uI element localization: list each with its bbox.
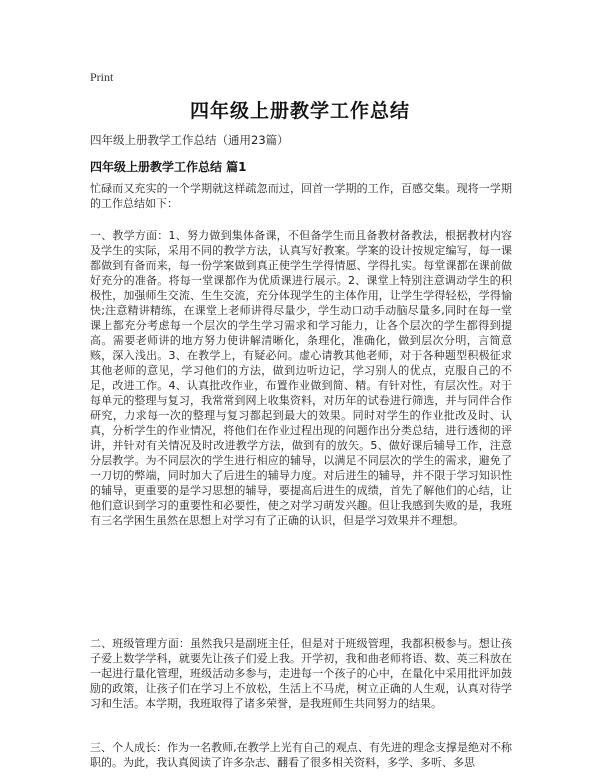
document-subtitle: 四年级上册教学工作总结（通用23篇） <box>90 133 289 147</box>
section-heading: 四年级上册教学工作总结 篇1 <box>90 160 247 174</box>
page-title: 四年级上册教学工作总结 <box>189 100 410 122</box>
class-management-paragraph: 二、班级管理方面：虽然我只是副班主任，但是对于班级管理，我都积极参与。想让孩子爱上数学学科，就要先让孩子们爱上我。开学初，我和曲老师将语、数、英三科放在一起进行量化管理，班级活动多参与，走进每一个孩子的心中，在量化中采用批评加鼓励的政策，让孩子们在学习上不放松，生活上不马虎，树立正确的人生观，认真对待学习和生活。本学期，我班取得了诸多荣誉，是我班师生共同努力的结果。 <box>90 637 512 710</box>
intro-paragraph: 忙碌而又充实的一个学期就这样疏忽而过，回首一学期的工作，百感交集。现将一学期的工作总结如下： <box>90 182 512 210</box>
print-link[interactable]: Print <box>90 70 114 84</box>
personal-growth-paragraph: 三、个人成长：作为一名教师,在教学上光有自己的观点、有先进的理念支撑是绝对不称职的。为此，我认真阅读了许多杂志、翻看了很多相关资料，多学、多听、多思 <box>90 741 512 769</box>
teaching-paragraph: 一、教学方面：1、努力做到集体备课，不但备学生而且备教材备教法，根据教材内容及学生的实际，采用不同的教学方法，认真写好教案。学案的设计按规定编写，每一课都做到有备而来，每一份学案做到真正使学生学得情愿、学得扎实。每堂课都在课前做好充分的准备。将每一堂课都作为优质课进行展示。2、课堂上特别注意调动学生的积极性，加强师生交流、生生交流，充分体现学生的主体作用，让学生学得轻松，学得愉快;注意精讲精练，在课堂上老师讲得尽量少，学生动口动手动脑尽量多,同时在每一堂课上都充分考虑每一个层次的学生学习需求和学习能力，让各个层次的学生都得到提高。需要老师讲的地方努力使讲解清晰化，条理化，准确化，做到层次分明，言简意赅，深入浅出。3、在教学上，有疑必问。虚心请教其他老师，对于各种题型积极征求其他老师的意见，学习他们的方法，做到边听边记，学习别人的优点，克服自己的不足，改进工作。4、认真批改作业，布置作业做到简、精。有针对性，有层次性。对于每单元的整理与复习，我常常到网上收集资料，对历年的试卷进行筛选，并与同伴合作研究，力求每一次的整理与复习都起到最大的效果。同时对学生的作业批改及时、认真，分析学生的作业情况，将他们在作业过程出现的问题作出分类总结，进行透彻的评讲，并针对有关情况及时改进教学方法，做到有的放矢。5、做好课后辅导工作，注意分层教学。为不同层次的学生进行相应的辅导，以满足不同层次的学生的需求，避免了一刀切的弊端，同时加大了后进生的辅导力度。对后进生的辅导，并不限于学习知识性的辅导，更重要的是学习思想的辅导，要提高后进生的成绩，首先了解他们的心结，让他们意识到学习的重要性和必要性，使之对学习萌发兴趣。但让我感到失败的是，我班有三名学困生虽然在思想上对学习有了正确的认识，但是学习效果并不理想。 <box>90 229 512 527</box>
